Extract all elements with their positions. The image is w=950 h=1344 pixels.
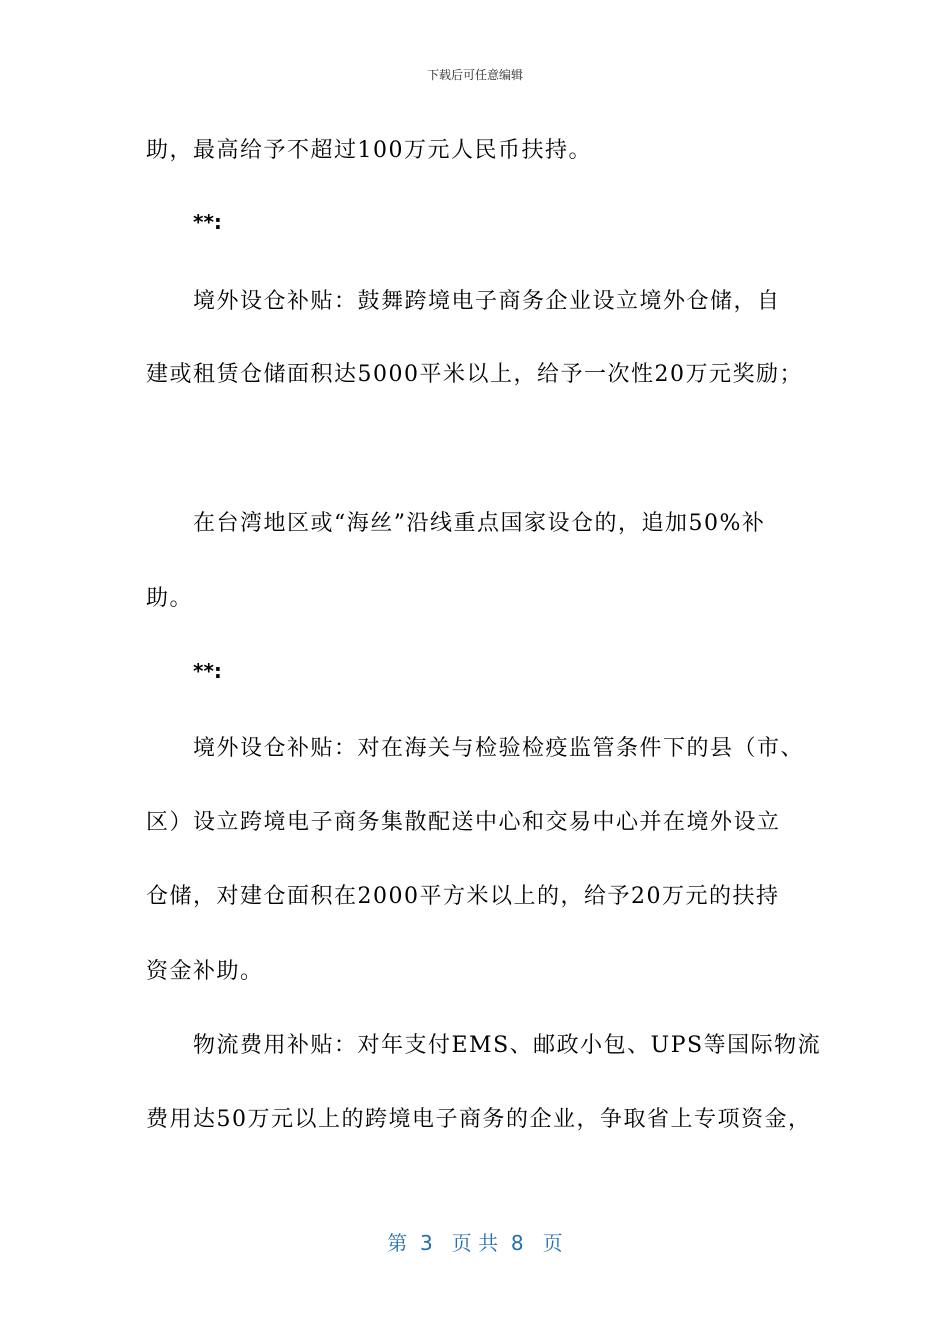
page-number-label: 第 3 页 共 8 页: [387, 1231, 563, 1255]
paragraph-line: 境外设仓补贴：对在海关与检验检疫监管条件下的县（市、: [193, 736, 805, 761]
paragraph-line: 仓储，对建仓面积在2000平方米以上的，给予20万元的扶持: [146, 884, 780, 909]
paragraph-line: 助，最高给予不超过100万元人民币扶持。: [146, 138, 592, 163]
section-heading: **:: [193, 659, 222, 683]
paragraph-line: 物流费用补贴：对年支付EMS、邮政小包、UPS等国际物流: [193, 1033, 822, 1058]
paragraph-line: 建或租赁仓储面积达5000平米以上，给予一次性20万元奖励；: [146, 362, 803, 387]
paragraph-line: 费用达50万元以上的跨境电子商务的企业，争取省上专项资金，: [146, 1107, 812, 1132]
header-note: 下载后可任意编辑: [426, 68, 523, 82]
page-number-footer: [0, 1227, 950, 1256]
paragraph-line: 境外设仓补贴：鼓舞跨境电子商务企业设立境外仓储，自: [193, 289, 781, 314]
paragraph-line: 区）设立跨境电子商务集散配送中心和交易中心并在境外设立: [146, 810, 781, 835]
paragraph-line: 资金补助。: [146, 959, 264, 984]
paragraph-line: 助。: [146, 586, 194, 611]
paragraph-line: 在台湾地区或“海丝”沿线重点国家设仓的，追加50%补: [193, 511, 766, 536]
section-heading: **:: [193, 210, 222, 234]
